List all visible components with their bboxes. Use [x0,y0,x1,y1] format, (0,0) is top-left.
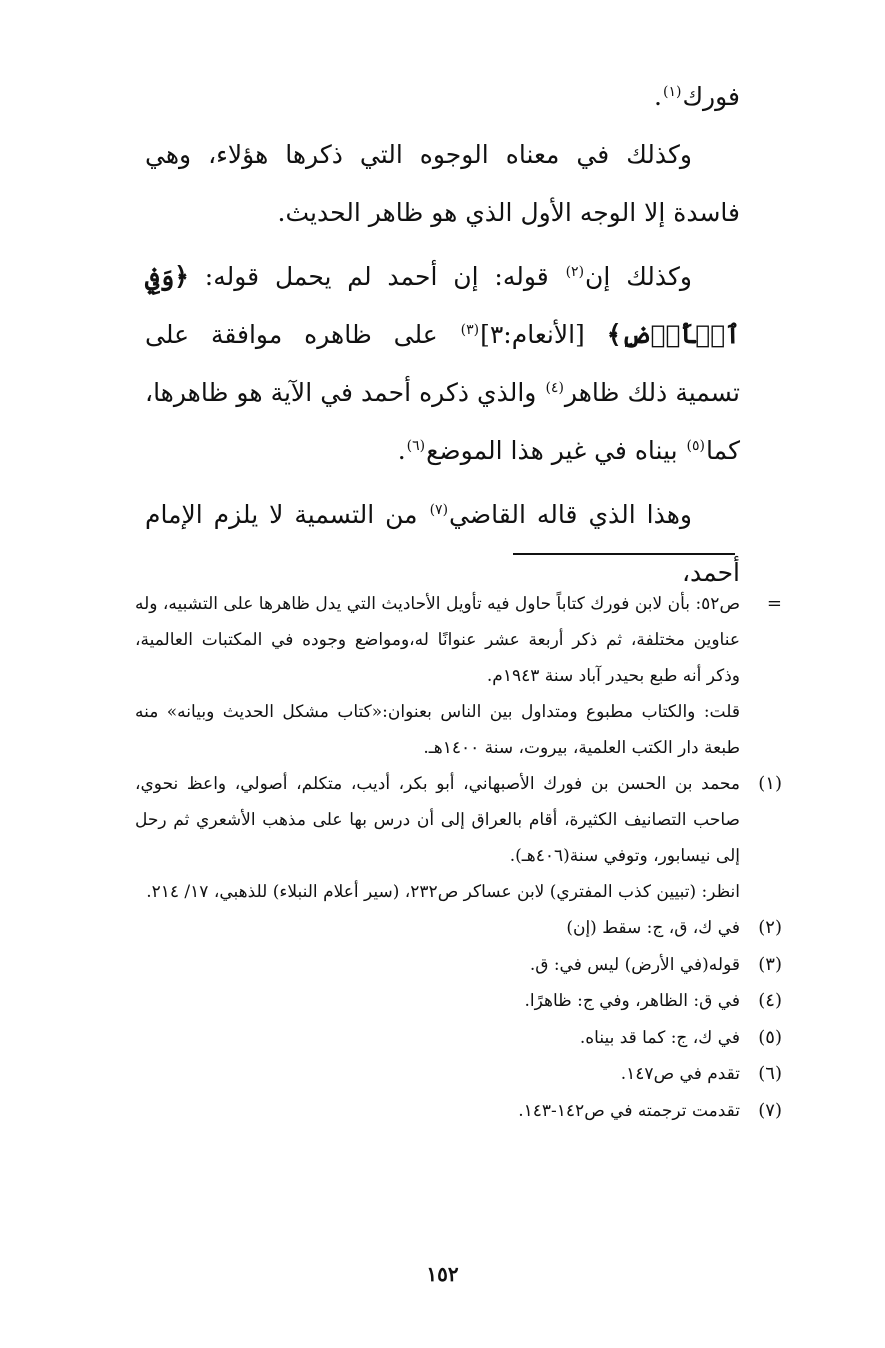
footnotes [135,586,782,1129]
footnote-ref-7[interactable]: (٧) [429,501,449,518]
paragraph-4 [145,486,740,602]
footnote-4-text: في ق: الظاهر، وفي ج: ظاهرًا. [524,991,740,1011]
paragraph-4-text-a: وهذا الذي قاله القاضي [449,500,693,529]
paragraph-1 [145,68,740,126]
paragraph-1-text: فورك [682,82,740,111]
footnote-2-text: في ك، ق، ج: سقط (إن) [566,918,740,938]
paragraph-3-text-e: والذي ذكره أحمد في الآية هو ظاهرها، كما [145,378,740,465]
footnote-6 [135,1056,782,1093]
paragraph-3-text-d: على ظاهره موافقة على تسمية ذلك ظاهر [145,320,740,407]
paragraph-3-text-f: بيناه في غير هذا الموضع [426,436,686,465]
footnote-3 [135,947,782,984]
footnote-2 [135,910,782,947]
footnote-6-text: تقدم في ص١٤٧. [620,1064,740,1084]
footnote-ref-6[interactable]: (٦) [406,437,426,454]
footnote-7-text: تقدمت ترجمته في ص١٤٢-١٤٣. [518,1100,740,1121]
footnote-3-text: قوله(في الأرض) ليس في: ق. [529,954,740,975]
footnote-4 [135,983,782,1020]
quran-reference: [الأنعام:٣] [480,320,607,349]
footnote-5-mark: (٥) [758,1026,782,1048]
continuation-mark: = [766,593,782,614]
paragraph-3-text-a: وكذلك إن [585,262,692,291]
footnote-1-text-1: محمد بن الحسن بن فورك الأصبهاني، أبو بكر، أديب، متكلم، أصولي، واعظ نحوي، صاحب التصانيف الكثيرة، أقام بالعراق إلى أن درس بها على مذهب الأشعري ثم رحل إلى نيسابور، وتوفي سنة(٤٠٦هـ). [135,774,740,866]
footnote-2-mark: (٢) [758,917,782,938]
quran-verse: ﴿وَفِي ٱلۡأَرۡضِ﴾ [145,262,740,349]
footnote-ref-3[interactable]: (٣) [460,321,480,338]
footnote-continuation-text-1: ص٥٢: بأن لابن فورك كتاباً حاول فيه تأويل الأحاديث التي يدل ظاهرها على التشبيه، وله عناوين مختلفة، ثم ذكر أربعة عشر عنوانًا له،ومواضع وجوده في المكتبات العالمية، وذكر أنه طبع بحيدر آباد سنة ١٩٤٣م. [135,594,740,686]
paragraph-3-text-b: قوله: إن أحمد لم يحمل قوله: [188,262,565,291]
footnote-6-mark: (٦) [758,1063,782,1084]
paragraph-3 [145,248,740,480]
footnote-divider [513,553,735,555]
page-number: ١٥٢ [426,1262,459,1286]
footnote-1-mark: (١) [758,773,782,794]
paragraph-4-text-b: من التسمية لا يلزم الإمام أحمد، [145,500,740,587]
footnote-ref-4[interactable]: (٤) [545,379,564,396]
footnote-5-text: في ك، ج: كما قد بيناه. [579,1027,740,1048]
footnote-ref-2[interactable]: (٢) [565,263,585,280]
footnote-3-mark: (٣) [758,953,782,975]
footnote-ref-5[interactable]: (٥) [686,437,706,454]
footnote-1 [135,766,782,910]
footnote-5 [135,1020,782,1057]
footnote-continuation-text-2: قلت: والكتاب مطبوع ومتداول بين الناس بعنوان:«كتاب مشكل الحديث وبيانه» منه طبعة دار الكتب العلمية، بيروت، سنة ١٤٠٠هـ. [135,702,740,758]
paragraph-1-end: . [654,82,662,111]
footnote-ref-1[interactable]: (١) [662,83,682,100]
footnote-4-mark: (٤) [758,990,782,1011]
footnote-7-mark: (٧) [758,1099,782,1121]
footnote-1-text-2: انظر: (تبيين كذب المفتري) لابن عساكر ص٢٣٢، (سير أعلام النبلاء) للذهبي، ١٧/ ٢١٤. [146,882,740,902]
main-text [145,68,740,608]
paragraph-2: وكذلك في معناه الوجوه التي ذكرها هؤلاء، وهي فاسدة إلا الوجه الأول الذي هو ظاهر الحديث. [145,140,740,227]
footnote-continuation [135,586,782,766]
paragraph-3-end: . [397,436,406,465]
footnote-7 [135,1093,782,1130]
